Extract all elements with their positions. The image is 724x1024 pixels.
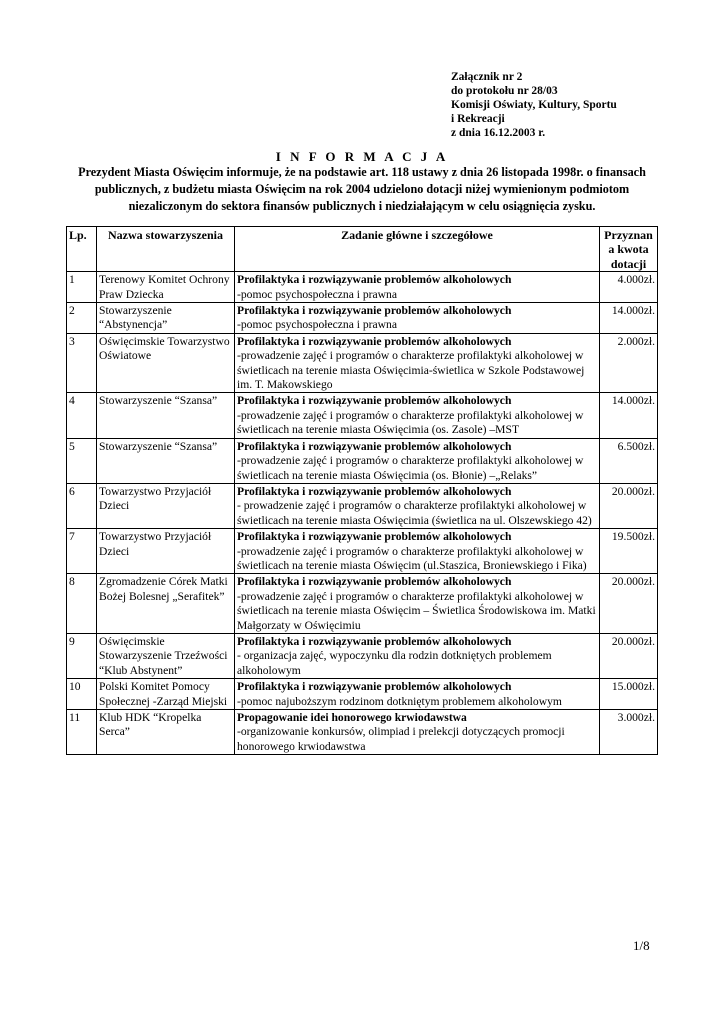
cell-name: Terenowy Komitet Ochrony Praw Dziecka [97,272,235,303]
task-title: Profilaktyka i rozwiązywanie problemów alkoholowych [237,680,512,694]
cell-amount: 15.000zł. [600,679,658,710]
task-detail: -prowadzenie zajęć i programów o charakterze profilaktyki alkoholowej w świetlicach na terenie miasta Oświęcimia (os. Błonie) –„Relaks” [237,454,584,482]
cell-amount: 6.500zł. [600,438,658,483]
cell-task [235,272,600,303]
table-row [67,710,658,755]
cell-task [235,574,600,634]
page-number: 1/8 [633,938,650,953]
cell-lp: 8 [67,574,97,634]
table-row [67,679,658,710]
task-detail: -prowadzenie zajęć i programów o charakterze profilaktyki alkoholowej w świetlicach na terenie miasta Oświęcimia-świetlica w Szkole Podstawowej im. T. Makowskiego [237,349,585,392]
cell-name: Towarzystwo Przyjaciół Dzieci [97,529,235,574]
cell-task [235,633,600,678]
table-row [67,272,658,303]
task-detail: - organizacja zajęć, wypoczynku dla rodzin dotkniętych problemem alkoholowym [237,649,552,677]
cell-lp: 6 [67,483,97,528]
table-row [67,438,658,483]
attachment-line: Komisji Oświaty, Kultury, Sportu [451,99,617,111]
cell-name: Klub HDK “Kropelka Serca” [97,710,235,755]
cell-name: Stowarzyszenie “Szansa” [97,438,235,483]
cell-amount: 3.000zł. [600,710,658,755]
cell-task [235,303,600,334]
table-row [67,574,658,634]
cell-name: Oświęcimskie Towarzystwo Oświatowe [97,333,235,393]
cell-task [235,438,600,483]
cell-lp: 11 [67,710,97,755]
cell-name: Zgromadzenie Córek Matki Bożej Bolesnej „Serafitek” [97,574,235,634]
task-title: Profilaktyka i rozwiązywanie problemów alkoholowych [237,484,512,498]
table-row [67,393,658,438]
table-header-row [67,227,658,272]
table-row [67,633,658,678]
task-detail: -prowadzenie zajęć i programów o charakterze profilaktyki alkoholowej w świetlicach na terenie miasta Oświęcim (ul.Staszica, Broniewskiego i Fika) [237,544,587,572]
task-title: Profilaktyka i rozwiązywanie problemów alkoholowych [237,394,512,408]
task-detail: -pomoc psychospołeczna i prawna [237,287,398,301]
cell-amount: 19.500zł. [600,529,658,574]
task-title: Propagowanie idei honorowego krwiodawstwa [237,711,467,724]
cell-lp: 2 [67,303,97,334]
table-row [67,529,658,574]
cell-name: Towarzystwo Przyjaciół Dzieci [97,483,235,528]
table-row [67,333,658,393]
document-title: I N F O R M A C J A [275,149,449,164]
cell-amount: 4.000zł. [600,272,658,303]
cell-amount: 2.000zł. [600,333,658,393]
cell-task [235,529,600,574]
table-body [67,272,658,755]
task-detail: - prowadzenie zajęć i programów o charakterze profilaktyki alkoholowej w świetlicach na terenie miasta Oświęcimia (świetlica na ul. Olszewskiego 42) [237,499,592,527]
cell-lp: 1 [67,272,97,303]
header-name: Nazwa stowarzyszenia [97,227,235,272]
task-detail: -prowadzenie zajęć i programów o charakterze profilaktyki alkoholowej w świetlicach na terenie miasta Oświęcimia (os. Zasole) –MST [237,408,584,437]
task-title: Profilaktyka i rozwiązywanie problemów alkoholowych [237,304,512,318]
document-intro: Prezydent Miasta Oświęcim informuje, że na podstawie art. 118 ustawy z dnia 26 listopada 1998r. o finansach publicznych, z budżetu miasta Oświęcim na rok 2004 udzielono dotacji niżej wymienionym podmiotom niezaliczonym do sektora finansów publicznych i niedziałającym w celu osiągnięcia zysku. [78,165,646,213]
task-detail: -pomoc psychospołeczna i prawna [237,318,398,332]
header-task: Zadanie główne i szczegółowe [235,227,600,272]
grants-table [66,226,658,755]
cell-amount: 20.000zł. [600,483,658,528]
cell-task [235,333,600,393]
task-title: Profilaktyka i rozwiązywanie problemów alkoholowych [237,273,512,287]
attachment-line: i Rekreacji [451,113,505,125]
task-title: Profilaktyka i rozwiązywanie problemów alkoholowych [237,439,512,453]
cell-lp: 9 [67,633,97,678]
cell-task [235,710,600,755]
cell-name: Stowarzyszenie “Szansa” [97,393,235,438]
task-detail: -prowadzenie zajęć i programów o charakterze profilaktyki alkoholowej w świetlicach na terenie miasta Oświęcim – Świetlica Środowiskowa im. Matki Małgorzaty w Oświęcimiu [237,589,596,632]
task-title: Profilaktyka i rozwiązywanie problemów alkoholowych [237,575,512,589]
attachment-line: Załącznik nr 2 [451,71,523,83]
cell-task [235,679,600,710]
task-title: Profilaktyka i rozwiązywanie problemów alkoholowych [237,634,512,648]
cell-amount: 20.000zł. [600,633,658,678]
header-lp: Lp. [67,227,97,272]
cell-task [235,483,600,528]
attachment-line: z dnia 16.12.2003 r. [451,127,546,139]
task-title: Profilaktyka i rozwiązywanie problemów alkoholowych [237,530,512,544]
cell-amount: 14.000zł. [600,303,658,334]
attachment-line: do protokołu nr 28/03 [451,85,558,97]
cell-name: Stowarzyszenie “Abstynencja” [97,303,235,334]
table-row [67,483,658,528]
cell-lp: 10 [67,679,97,710]
cell-lp: 5 [67,438,97,483]
task-detail: -organizowanie konkursów, olimpiad i prelekcji dotyczących promocji honorowego krwiodawstwa [237,725,565,753]
cell-lp: 4 [67,393,97,438]
table-row [67,303,658,334]
cell-amount: 14.000zł. [600,393,658,438]
cell-amount: 20.000zł. [600,574,658,634]
cell-name: Polski Komitet Pomocy Społecznej -Zarząd Miejski [97,679,235,710]
attachment-note [451,70,617,140]
cell-task [235,393,600,438]
task-title: Profilaktyka i rozwiązywanie problemów alkoholowych [237,334,512,348]
cell-lp: 3 [67,333,97,393]
cell-name: Oświęcimskie Stowarzyszenie Trzeźwości “Klub Abstynent” [97,633,235,678]
task-detail: -pomoc najuboższym rodzinom dotkniętym problemem alkoholowym [237,694,562,708]
cell-lp: 7 [67,529,97,574]
header-amount: Przyznana kwota dotacji [600,227,658,272]
